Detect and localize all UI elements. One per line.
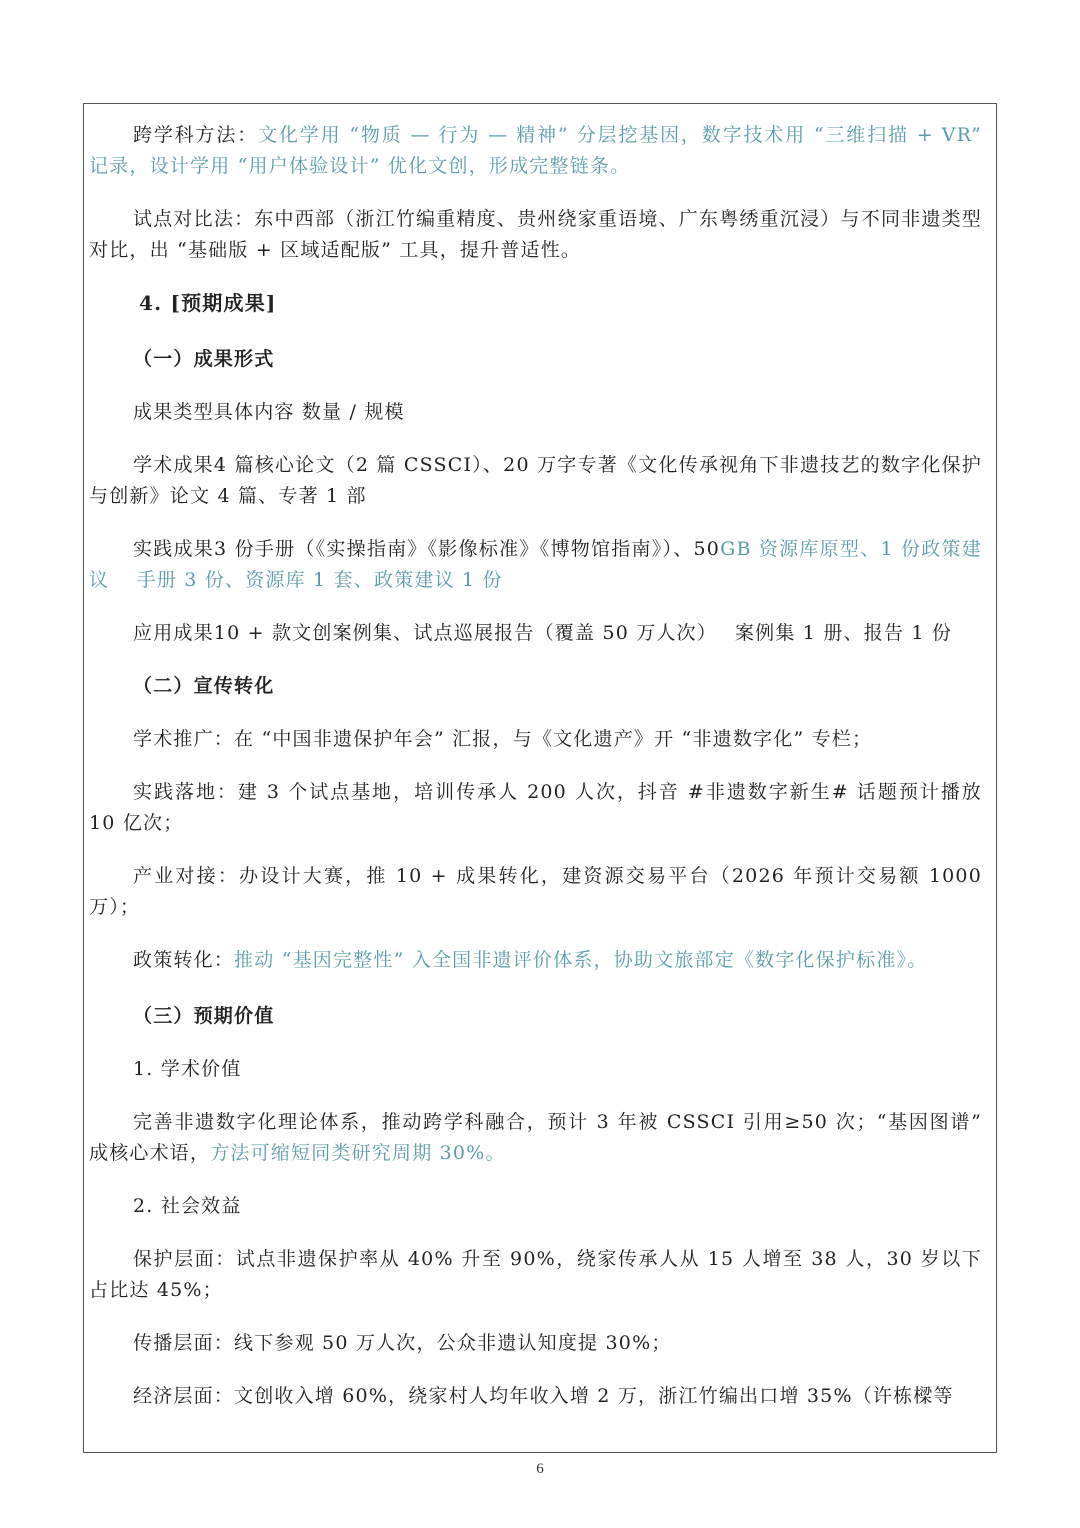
promo-practice: 实践落地：建 3 个试点基地，培训传承人 200 人次，抖音 #非遗数字新生# 话题预计播放 10 亿次； (89, 781, 982, 834)
promo-industry: 产业对接：办设计大赛，推 10 + 成果转化，建资源交易平台（2026 年预计交易额 1000 万）； (89, 865, 982, 918)
promo-academic: 学术推广：在 “中国非遗保护年会” 汇报，与《文化遗产》开 “非遗数字化” 专栏； (133, 728, 873, 750)
paragraph-pilot-comparison: 试点对比法：东中西部（浙江竹编重精度、贵州绕家重语境、广东粤绣重沉浸）与不同非遗类型对比，出 “基础版 + 区域适配版” 工具，提升普适性。 (89, 208, 982, 261)
promo-policy (89, 945, 982, 976)
heading-promotion: （二）宣传转化 (133, 675, 275, 697)
paragraph-interdisciplinary (89, 120, 982, 182)
benefit-economy: 经济层面：文创收入增 60%，绕家村人均年收入增 2 万，浙江竹编出口增 35%（许栋樑等 (133, 1385, 954, 1407)
interdisciplinary-text: 文化学用 “物质 — 行为 — 精神” 分层挖基因，数字技术用 “三维扫描 + VR” 记录，设计学用 “用户体验设计” 优化文创，形成完整链条。 (89, 124, 983, 177)
heading-expected-results: 4. [预期成果] (139, 291, 277, 315)
academic-value-highlight: 方法可缩短同类研究周期 30%。 (210, 1142, 506, 1164)
content-body (89, 120, 982, 1412)
value-academic-title: 1. 学术价值 (133, 1058, 242, 1080)
content-frame (83, 103, 997, 1453)
value-academic-text (89, 1107, 982, 1169)
result-row-academic: 学术成果4 篇核心论文（2 篇 CSSCI）、20 万字专著《文化传承视角下非遗技艺的数字化保护与创新》论文 4 篇、专著 1 部 (89, 454, 982, 507)
practice-highlight: GB 资源库原型、1 份政策建议 手册 3 份、资源库 1 套、政策建议 1 份 (89, 538, 982, 591)
academic-value-text: 完善非遗数字化理论体系，推动跨学科融合，预计 3 年被 CSSCI 引用≥50 次；“基因图谱” 成核心术语， (89, 1111, 982, 1164)
interdisciplinary-label: 跨学科方法： (133, 124, 259, 146)
benefit-protection: 保护层面：试点非遗保护率从 40% 升至 90%，绕家传承人从 15 人增至 38 人，30 岁以下占比达 45%； (89, 1248, 982, 1301)
practice-text: 实践成果3 份手册（《实操指南》《影像标准》《博物馆指南》）、50 (133, 538, 721, 560)
heading-result-forms: （一）成果形式 (133, 348, 275, 370)
result-row-practice (89, 534, 982, 596)
page-number: 6 (536, 1461, 544, 1477)
benefit-spread: 传播层面：线下参观 50 万人次，公众非遗认知度提 30%； (133, 1332, 672, 1354)
policy-text: 推动 “基因完整性” 入全国非遗评价体系，协助文旅部定《数字化保护标准》。 (234, 949, 928, 971)
result-table-header: 成果类型具体内容 数量 / 规模 (133, 401, 405, 423)
heading-expected-value: （三）预期价值 (133, 1005, 275, 1027)
result-row-application: 应用成果10 + 款文创案例集、试点巡展报告（覆盖 50 万人次） 案例集 1 册、报告 1 份 (133, 622, 953, 644)
value-social-title: 2. 社会效益 (133, 1195, 242, 1217)
policy-label: 政策转化： (133, 949, 235, 971)
